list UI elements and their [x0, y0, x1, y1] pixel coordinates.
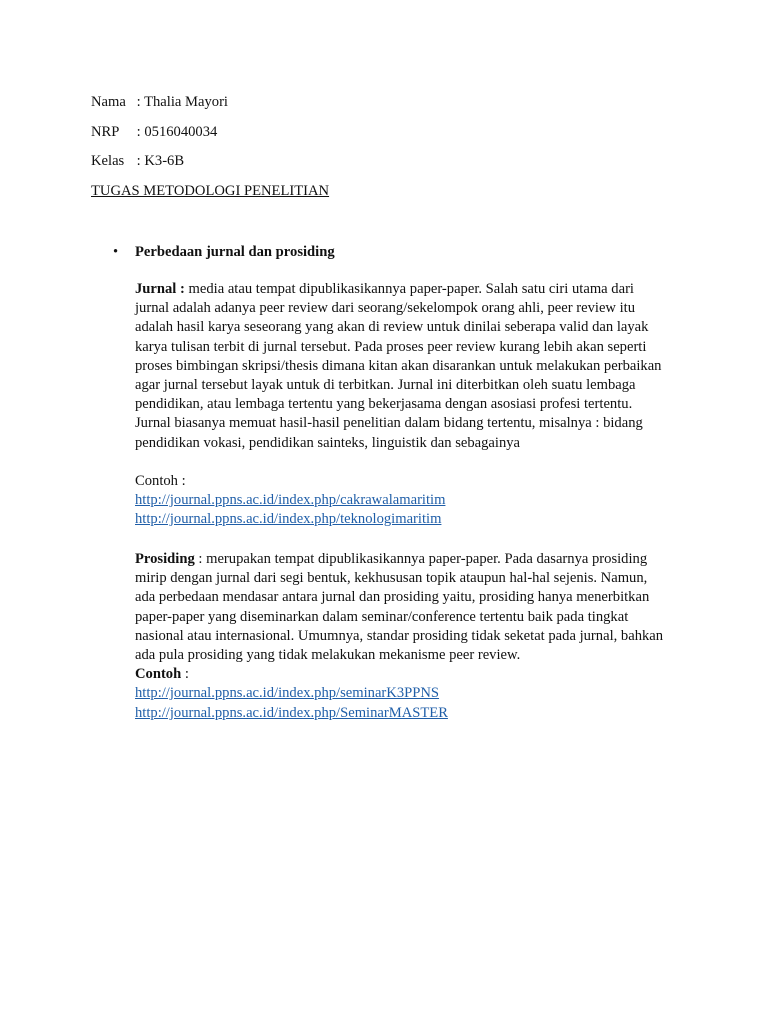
jurnal-term: Jurnal :	[135, 281, 185, 297]
assignment-title: TUGAS METODOLOGI PENELITIAN	[91, 183, 330, 199]
prosiding-link-seminark3ppns[interactable]: http://journal.ppns.ac.id/index.php/seminarK3PPNS	[135, 685, 440, 702]
jurnal-link-teknologimaritim[interactable]: http://journal.ppns.ac.id/index.php/teknologimaritim	[135, 511, 442, 528]
prosiding-text: : merupakan tempat dipublikasikannya paper-paper. Pada dasarnya prosiding mirip dengan jurnal dari segi bentuk, kekhususan topik ataupun hal-hal sejenis. Namun, ada perbedaan mendasar antara jurnal dan prosiding yaitu, prosiding hanya menerbitkan paper-paper yang diseminarkan dalam seminar/conference tertentu baik pada tingkat nasional atau internasional. Umumnya, standar prosiding tidak seketat pada jurnal, bahkan ada pula prosiding yang tidak melakukan mekanisme peer review.	[135, 551, 664, 664]
class-label: Kelas	[91, 153, 125, 169]
prosiding-paragraph	[135, 550, 670, 723]
nrp-value: : 0516040034	[136, 124, 218, 140]
name-label: Nama	[91, 94, 126, 110]
jurnal-paragraph	[135, 280, 670, 453]
prosiding-contoh-label: Contoh	[135, 666, 182, 683]
bullet-icon: •	[113, 244, 119, 260]
name-row	[91, 92, 228, 112]
section-heading: Perbedaan jurnal dan prosiding	[135, 244, 335, 260]
class-row	[91, 151, 184, 171]
jurnal-text: media atau tempat dipublikasikannya paper-paper. Salah satu ciri utama dari jurnal adalah adanya peer review dari seorang/sekelompok orang ahli, peer review itu adalah hasil karya seseorang yang akan di review untuk dinilai seberapa valid dan layak karya tulisan terbit di jurnal tersebut. Pada proses peer review kurang lebih akan seperti proses bimbingan skripsi/thesis dimana kitan akan disarankan untuk melakukan perbaikan agar jurnal tersebut layak untuk di terbitkan. Jurnal ini diterbitkan oleh suatu lembaga pendidikan, atau lembaga tertentu yang bekerjasama dengan asosiasi profesi tertentu. Jurnal biasanya memuat hasil-hasil penelitian dalam bidang tertentu, misalnya : bidang pendidikan vokasi, pendidikan sainteks, linguistik dan sebagainya	[135, 281, 662, 451]
jurnal-examples	[135, 472, 670, 530]
jurnal-link-cakrawalamaritim[interactable]: http://journal.ppns.ac.id/index.php/cakrawalamaritim	[135, 492, 446, 509]
jurnal-contoh-label: Contoh :	[135, 473, 186, 489]
nrp-row	[91, 122, 217, 142]
prosiding-link-seminarmaster[interactable]: http://journal.ppns.ac.id/index.php/SeminarMASTER	[135, 704, 448, 721]
prosiding-contoh-row	[135, 665, 670, 684]
name-value: : Thalia Mayori	[136, 94, 228, 110]
class-value: : K3-6B	[136, 153, 185, 169]
nrp-label: NRP	[91, 124, 120, 140]
prosiding-contoh-colon: :	[181, 666, 189, 683]
prosiding-term: Prosiding	[135, 551, 195, 567]
